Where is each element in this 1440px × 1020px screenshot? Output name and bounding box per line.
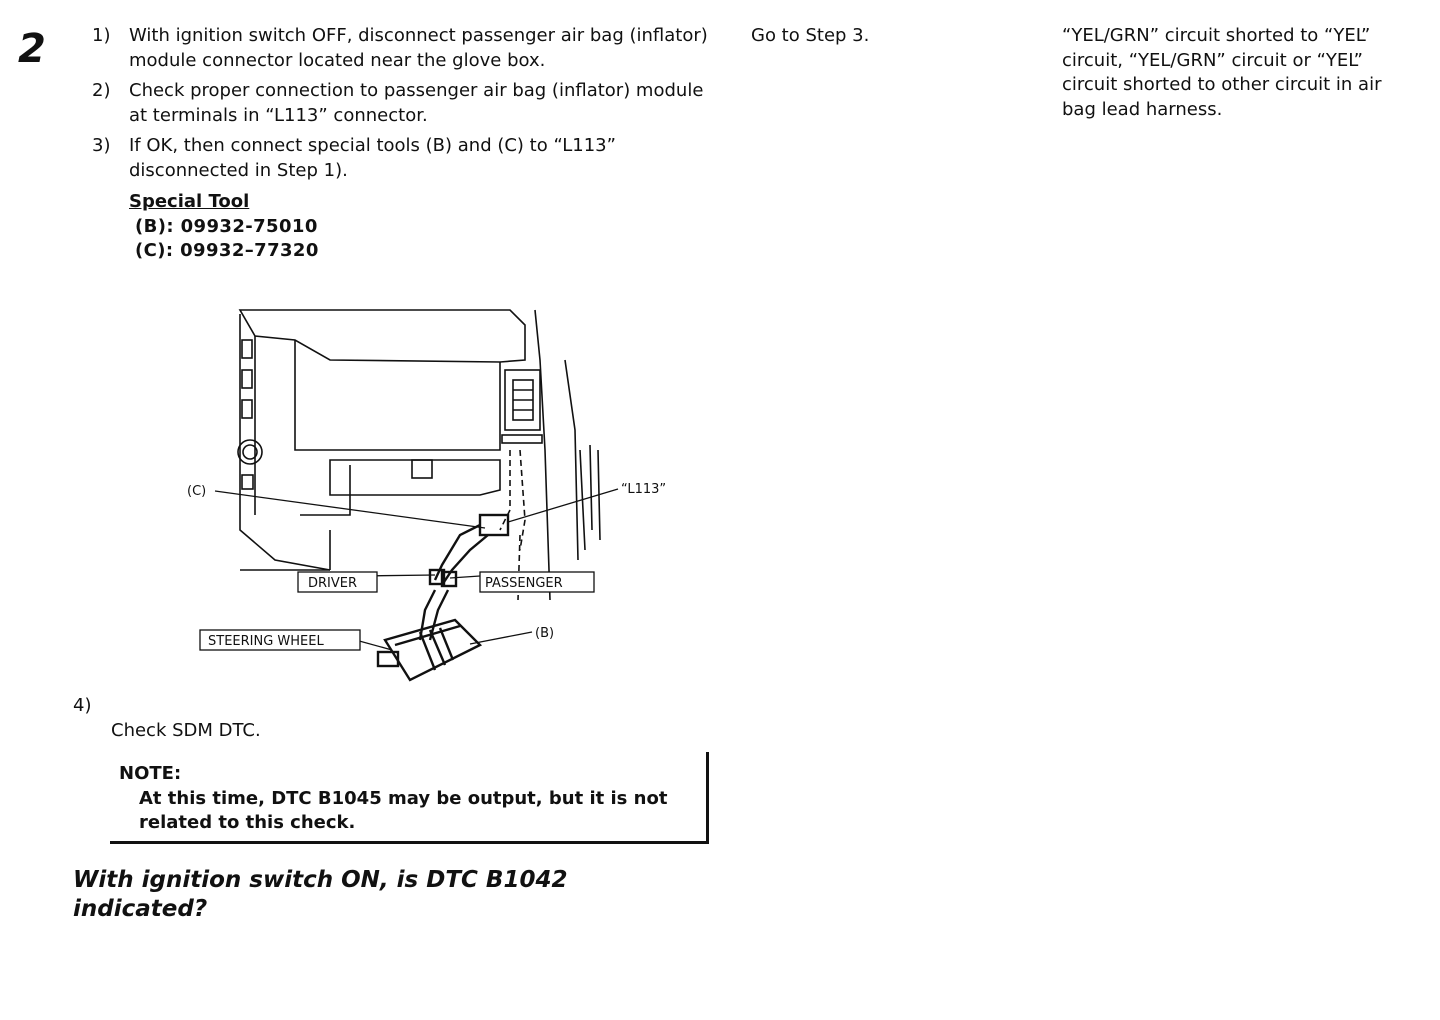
special-tool-c: (C): 09932–77320 (135, 240, 319, 261)
special-tool-title: Special Tool (129, 191, 250, 212)
label-b: (B) (535, 626, 555, 641)
note-box (110, 752, 709, 844)
item-number: 1) (92, 25, 111, 46)
dashboard-drawing (238, 310, 600, 600)
tool-harness-drawing (378, 515, 508, 680)
item-text: Check proper connection to passenger air bag (inflator) module at terminals in “L113” connector. (129, 80, 704, 126)
procedure-item-3 (92, 134, 712, 183)
note-title: NOTE: (119, 763, 182, 784)
item-text: With ignition switch OFF, disconnect passenger air bag (inflator) module connector located near the glove box. (129, 25, 708, 71)
procedure-column (92, 24, 712, 263)
procedure-item-2 (92, 79, 712, 128)
procedure-item-1 (92, 24, 712, 73)
yes-action: Go to Step 3. (751, 25, 870, 46)
note-body: At this time, DTC B1045 may be output, but it is not related to this check. (139, 788, 668, 833)
label-driver: DRIVER (308, 576, 358, 591)
step-number: 2 (18, 26, 46, 72)
step-question: With ignition switch ON, is DTC B1042 indicated? (73, 867, 568, 922)
item-number: 3) (92, 135, 111, 156)
label-l113: “L113” (621, 482, 667, 497)
special-tool-b: (B): 09932-75010 (135, 216, 318, 237)
connection-diagram (180, 300, 667, 700)
step4-text: Check SDM DTC. (111, 720, 261, 741)
item-text: If OK, then connect special tools (B) and (C) to “L113” disconnected in Step 1). (129, 135, 616, 181)
label-c: (C) (187, 484, 207, 499)
label-passenger: PASSENGER (485, 576, 563, 591)
item-number: 2) (92, 80, 111, 101)
step4-number: 4) (73, 695, 92, 716)
no-action: “YEL/GRN” circuit shorted to “YEL” circuit, “YEL/GRN” circuit or “YEL” circuit shorted to other circuit in air bag lead harness. (1062, 25, 1382, 120)
label-steering-wheel: STEERING WHEEL (208, 634, 324, 649)
